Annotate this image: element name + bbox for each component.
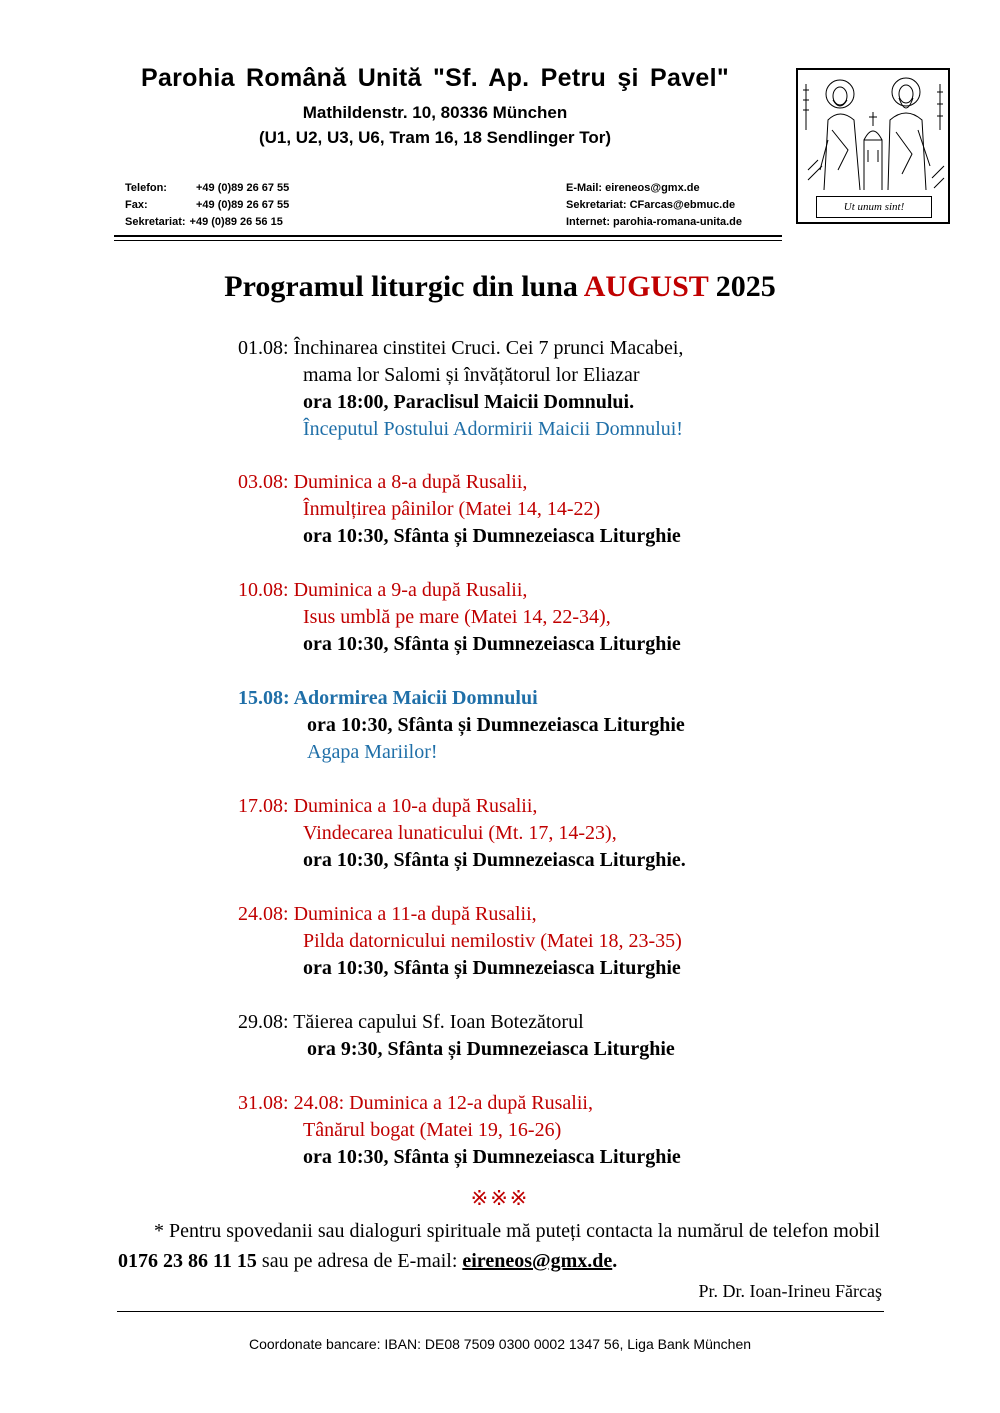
schedule-entry: 17.08: Duminica a 10-a după Rusalii, Vindecarea lunaticului (Mt. 17, 14-23), ora 10:30, Sfânta și Dumnezeiasca Liturghie. <box>238 795 686 871</box>
confession-note: * Pentru spovedanii sau dialoguri spirituale mă puteți contacta la numărul de telefon mobil 0176 23 86 11 15 sau pe adresa de E-mail: eireneos@gmx.de. <box>118 1220 880 1272</box>
contacts-right <box>566 180 742 231</box>
contact-secretariat-phone: Sekretariat: +49 (0)89 26 56 15 <box>125 216 283 228</box>
signature: Pr. Dr. Ioan-Irineu Fărcaş <box>698 1281 882 1301</box>
email-link[interactable]: eireneos@gmx.de <box>462 1250 613 1272</box>
schedule-entry: 01.08: Închinarea cinstitei Cruci. Cei 7 prunci Macabei, mama lor Salomi și învățătorul lor Eliazar ora 18:00, Paraclisul Maicii Domnului. Începutul Postului Adormirii Maicii Domnului! <box>238 337 684 440</box>
icon-motto: Ut unum sint! <box>816 196 932 218</box>
saints-icon <box>798 70 948 196</box>
page-title: Programul liturgic din luna AUGUST 2025 <box>224 270 776 303</box>
contacts-left <box>125 180 289 231</box>
schedule-entry: 24.08: Duminica a 11-a după Rusalii, Pilda datornicului nemilostiv (Matei 18, 23-35) ora 10:30, Sfânta și Dumnezeiasca Liturghie <box>238 903 682 979</box>
schedule-entry: 15.08: Adormirea Maicii Domnului ora 10:30, Sfânta și Dumnezeiasca Liturghie Agapa Mariilor! <box>238 687 685 763</box>
schedule-entry: 29.08: Tăierea capului Sf. Ioan Botezătorul ora 9:30, Sfânta și Dumnezeiasca Liturghie <box>238 1011 675 1060</box>
parish-name: Parohia Română Unită "Sf. Ap. Petru şi Pavel" <box>140 64 730 92</box>
mobile-phone: 0176 23 86 11 15 <box>118 1250 257 1272</box>
title-month: AUGUST <box>583 270 709 303</box>
parish-address: Mathildenstr. 10, 80336 München <box>302 103 568 122</box>
bank-details: Coordonate bancare: IBAN: DE08 7509 0300 0002 1347 56, Liga Bank München <box>248 1336 752 1352</box>
contact-secretariat-email: Sekretariat: CFarcas@ebmuc.de <box>566 199 736 211</box>
schedule-entry: 31.08: 24.08: Duminica a 12-a după Rusalii, Tânărul bogat (Matei 19, 16-26) ora 10:30, Sfânta și Dumnezeiasca Liturghie <box>238 1092 681 1168</box>
separator-symbols: ※※※ <box>470 1186 530 1210</box>
contact-phone: Telefon: +49 (0)89 26 67 55 <box>125 182 290 194</box>
parish-transit: (U1, U2, U3, U6, Tram 16, 18 Sendlinger Tor) <box>258 128 612 147</box>
contact-website: Internet: parohia-romana-unita.de <box>566 216 743 228</box>
schedule-entry: 10.08: Duminica a 9-a după Rusalii, Isus umblă pe mare (Matei 14, 22-34), ora 10:30, Sfânta și Dumnezeiasca Liturghie <box>238 579 681 655</box>
contact-fax: Fax: +49 (0)89 26 67 55 <box>125 199 290 211</box>
contact-email: E-Mail: eireneos@gmx.de <box>566 182 700 194</box>
schedule-entry: 03.08: Duminica a 8-a după Rusalii, Înmulțirea pâinilor (Matei 14, 14-22) ora 10:30, Sfânta și Dumnezeiasca Liturghie <box>238 471 681 547</box>
header-divider-thin <box>114 240 782 241</box>
footer-divider <box>117 1311 884 1312</box>
saints-icon-image <box>796 68 950 224</box>
header-divider <box>114 235 782 237</box>
parish-address-block <box>0 100 870 150</box>
